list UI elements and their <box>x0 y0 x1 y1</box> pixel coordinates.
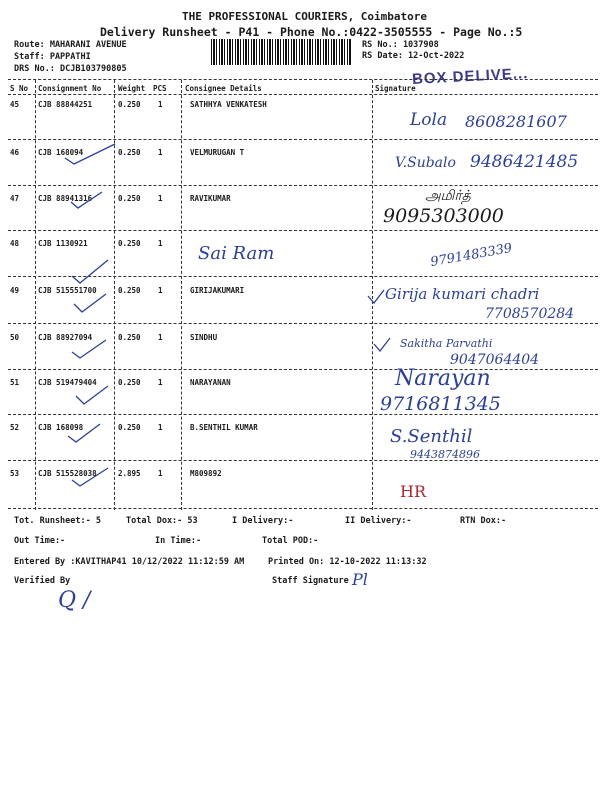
signature-phone: 9791483339 <box>429 240 514 271</box>
row-weight: 0.250 <box>118 286 141 295</box>
row-consignee: RAVIKUMAR <box>190 194 231 203</box>
signature: Lola <box>410 110 448 130</box>
row-pcs: 1 <box>158 378 163 387</box>
col-sep <box>181 80 182 510</box>
signature: HR <box>400 482 426 501</box>
box-delivery-stamp: BOX DELIVE... <box>411 64 529 89</box>
row-consignee: NARAYANAN <box>190 378 231 387</box>
check-mark-icon <box>372 336 392 354</box>
signature: S.Senthil <box>390 426 473 447</box>
signature: Girija kumari chadri <box>385 285 540 303</box>
row-sno: 50 <box>10 333 20 342</box>
row-consignment: CJB 168098 <box>38 423 84 432</box>
col-signature: Signature <box>375 84 416 93</box>
signature-phone: 9486421485 <box>470 152 579 172</box>
col-sep <box>35 80 36 510</box>
col-consignee: Consignee Details <box>185 84 262 93</box>
signature: V.Subalo <box>395 155 456 171</box>
staff-signature: Pl <box>352 570 368 589</box>
staff-signature-label: Staff Signature <box>272 576 349 586</box>
row-sno: 47 <box>10 194 20 203</box>
row-consignment: CJB 519479404 <box>38 378 97 387</box>
col-weight: Weight <box>118 84 146 93</box>
total-runsheet: Tot. Runsheet:- 5 <box>14 516 101 526</box>
col-consignment: Consignment No <box>38 84 102 93</box>
row-consignment: CJB 88941316 <box>38 194 93 203</box>
first-delivery: I Delivery:- <box>232 516 294 526</box>
row-pcs: 1 <box>158 100 163 109</box>
row-consignee: M809892 <box>190 469 222 478</box>
runsheet-subtitle: Delivery Runsheet - P41 - Phone No.:0422-3505555 - Page No.:5 <box>100 25 523 39</box>
row-weight: 0.250 <box>118 333 141 342</box>
row-consignment: CJB 88927094 <box>38 333 93 342</box>
row-consignee: GIRIJAKUMARI <box>190 286 245 295</box>
verified-by-label: Verified By <box>14 576 71 586</box>
row-pcs: 1 <box>158 333 163 342</box>
row-pcs: 1 <box>158 286 163 295</box>
rtn-dox: RTN Dox:- <box>460 516 507 526</box>
col-sno: S No <box>10 84 29 93</box>
row-weight: 0.250 <box>118 239 141 248</box>
check-mark-icon <box>366 288 386 306</box>
row-consignee-handwritten: Sai Ram <box>198 243 275 264</box>
row-divider <box>8 460 598 461</box>
route-label: Route: MAHARANI AVENUE <box>14 40 127 50</box>
row-weight: 0.250 <box>118 148 141 157</box>
rs-number: RS No.: 1037908 <box>362 40 439 50</box>
in-time: In Time:- <box>155 536 202 546</box>
row-pcs: 1 <box>158 469 163 478</box>
row-consignment: CJB 168094 <box>38 148 84 157</box>
entered-by: Entered By :KAVITHAP41 10/12/2022 11:12:59 AM <box>14 557 245 567</box>
row-sno: 52 <box>10 423 20 432</box>
row-sno: 51 <box>10 378 20 387</box>
check-mark-icon <box>70 290 110 316</box>
row-consignment: CJB 88844251 <box>38 100 93 109</box>
total-pod: Total POD:- <box>262 536 319 546</box>
row-pcs: 1 <box>158 423 163 432</box>
check-mark-icon <box>68 258 112 286</box>
signature-phone: 7708570284 <box>485 306 575 322</box>
row-sno: 48 <box>10 239 20 248</box>
row-consignment: CJB 515551700 <box>38 286 97 295</box>
second-delivery: II Delivery:- <box>345 516 412 526</box>
row-sno: 45 <box>10 100 20 109</box>
row-weight: 0.250 <box>118 194 141 203</box>
barcode <box>211 39 351 65</box>
row-pcs: 1 <box>158 148 163 157</box>
row-sno: 46 <box>10 148 20 157</box>
signature-phone: 8608281607 <box>465 112 567 131</box>
check-mark-icon <box>60 140 120 166</box>
signature: Narayan <box>395 366 491 391</box>
header-divider-bottom <box>8 94 598 95</box>
row-consignment: CJB 515528038 <box>38 469 97 478</box>
verified-by-signature: Q / <box>58 588 91 613</box>
row-sno: 53 <box>10 469 20 478</box>
row-pcs: 1 <box>158 239 163 248</box>
row-weight: 2.895 <box>118 469 141 478</box>
check-mark-icon <box>72 382 112 408</box>
total-dox: Total Dox:- 53 <box>126 516 198 526</box>
check-mark-icon <box>68 336 110 362</box>
row-pcs: 1 <box>158 194 163 203</box>
col-pcs: PCS <box>153 84 167 93</box>
printed-on: Printed On: 12-10-2022 11:13:32 <box>268 557 427 567</box>
signature: அமிர்த் <box>425 188 471 204</box>
table-bottom-divider <box>8 508 598 509</box>
check-mark-icon <box>68 464 112 490</box>
drs-label: DRS No.: DCJB103790805 <box>14 64 127 74</box>
header-divider-top <box>8 79 598 80</box>
row-consignee: VELMURUGAN T <box>190 148 245 157</box>
row-sno: 49 <box>10 286 20 295</box>
signature-phone: 9047064404 <box>450 352 540 368</box>
row-consignee: SATHHYA VENKATESH <box>190 100 267 109</box>
company-title: THE PROFESSIONAL COURIERS, Coimbatore <box>182 10 428 23</box>
row-divider <box>8 369 598 370</box>
row-consignment: CJB 1130921 <box>38 239 88 248</box>
row-consignee: SINDHU <box>190 333 218 342</box>
signature-phone: 9443874896 <box>410 448 480 461</box>
row-weight: 0.250 <box>118 423 141 432</box>
row-divider <box>8 230 598 231</box>
row-divider <box>8 414 598 415</box>
out-time: Out Time:- <box>14 536 66 546</box>
check-mark-icon <box>66 186 106 212</box>
check-mark-icon <box>64 420 104 446</box>
staff-label: Staff: PAPPATHI <box>14 52 91 62</box>
row-weight: 0.250 <box>118 378 141 387</box>
signature-phone: 9095303000 <box>383 205 504 227</box>
row-weight: 0.250 <box>118 100 141 109</box>
signature: Sakitha Parvathi <box>400 337 493 350</box>
row-divider <box>8 323 598 324</box>
row-consignee: B.SENTHIL KUMAR <box>190 423 258 432</box>
signature-phone: 9716811345 <box>380 393 501 415</box>
rs-date: RS Date: 12-Oct-2022 <box>362 51 465 61</box>
